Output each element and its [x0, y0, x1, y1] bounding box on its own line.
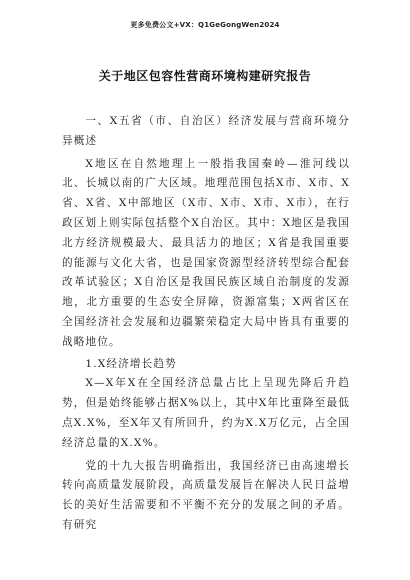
document-title: 关于地区包容性营商环境构建研究报告: [98, 69, 312, 83]
paragraph-1: X地区在自然地理上一般指我国秦岭—淮河线以北、长城以南的广大区域。地理范围包括X市、X市、X省、X省、X中部地区（X市、X市、X市、X市），在行政区划上则实际包括整个X自治区。其中：X地区是我国北方经济规模最大、最具活力的地区；X省是我国重要的能源与文化大省，也是国家资源型经济转型综合配套改革试验区；X自治区是我国民族区域自治制度的发源地，北方重要的生态安全屏障，资源富集；X两省区在全国经济社会发展和边疆繁荣稳定大局中皆具有重要的战略地位。: [62, 157, 350, 348]
paragraph-3: 党的十九大报告明确指出，我国经济已由高速增长转向高质量发展阶段，高质量发展旨在解决人民日益增长的美好生活需要和不平衡不充分的发展之间的矛盾。有研究: [62, 459, 350, 531]
header-note: 更多免费公文+VX：Q1GeGongWen2024: [130, 21, 280, 29]
document-body: [62, 112, 350, 536]
sub-heading: 1.X经济增长趋势: [85, 357, 177, 370]
section-heading: 一、X五省（市、自治区）经济发展与营商环境分异概述: [62, 115, 350, 147]
paragraph-2: X—X年X在全国经济总量占比上呈现先降后升趋势，但是始终能够占据X%以上，其中X年比重降至最低点X.X%，至X年又有所回升，约为X.X万亿元，占全国经济总量的X.X%。: [62, 377, 350, 449]
